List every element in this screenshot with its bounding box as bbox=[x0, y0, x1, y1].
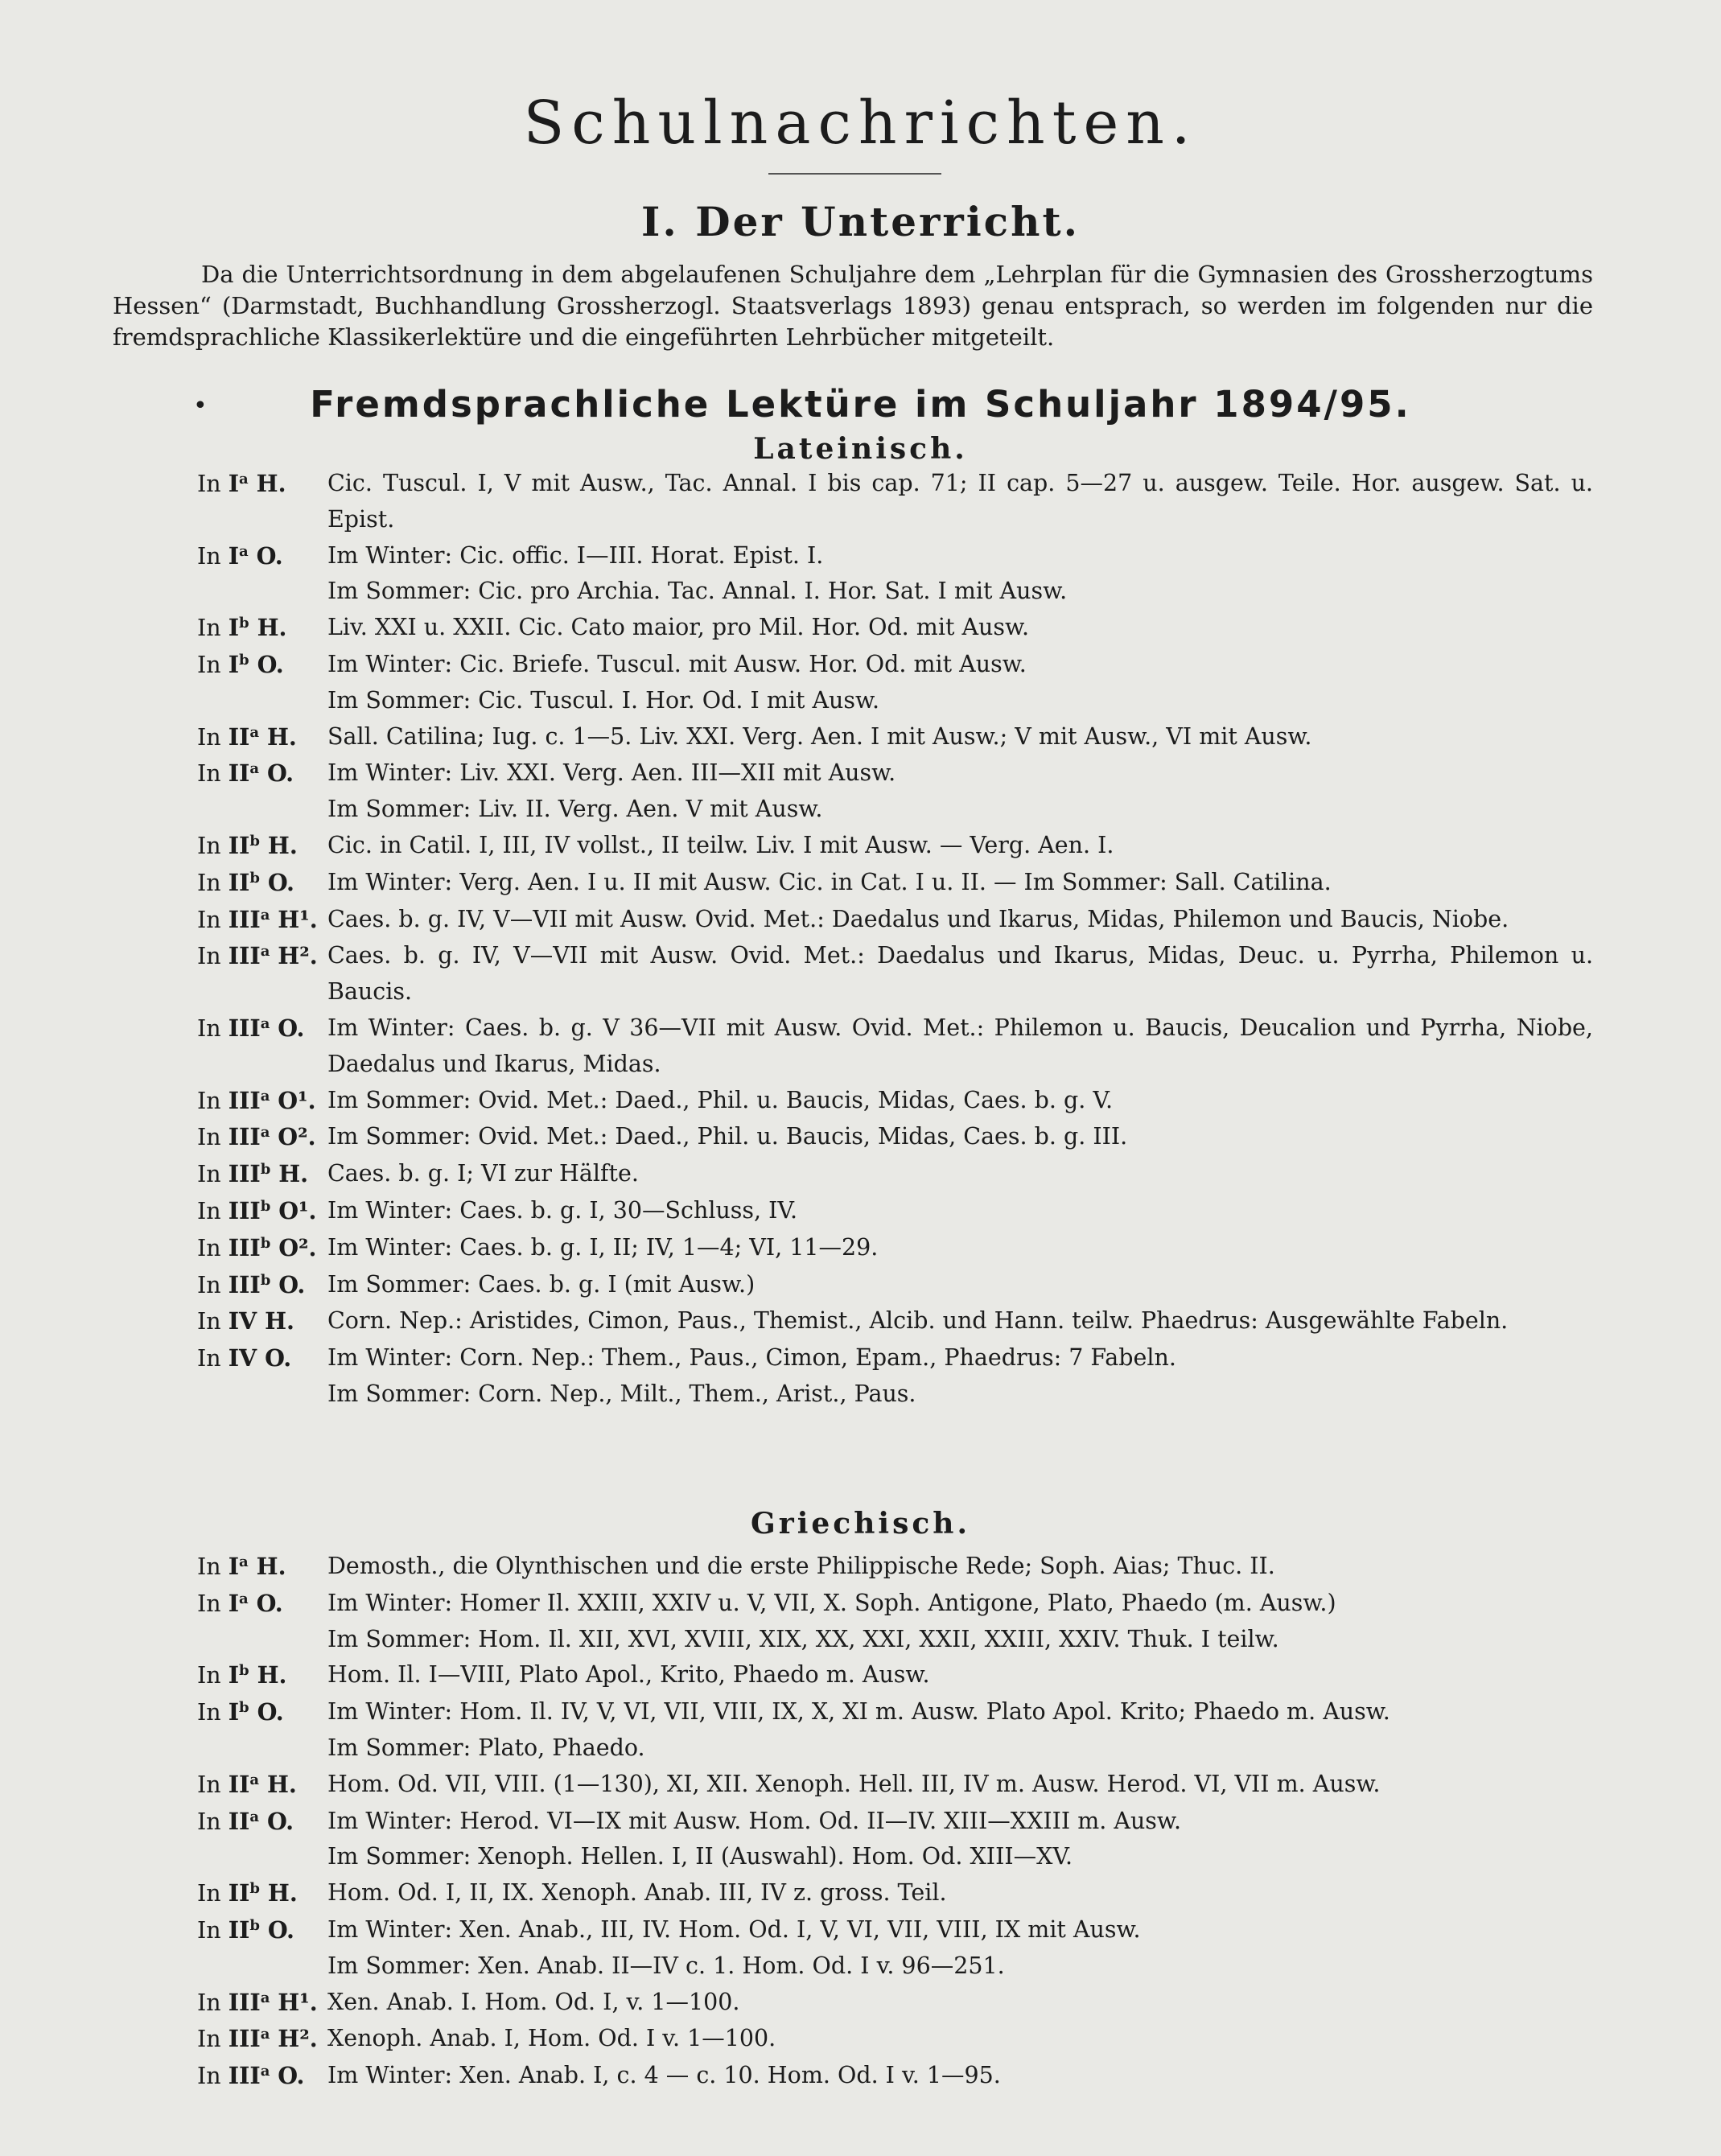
reading-text bbox=[327, 466, 1593, 538]
reading-entry bbox=[197, 1193, 1593, 1230]
class-name: III bbox=[228, 1014, 261, 1042]
class-prefix: In bbox=[197, 1590, 221, 1617]
reading-line: Caes. b. g. IV, V—VII mit Ausw. Ovid. Met.: Daedalus und Ikarus, Midas, Philemon und Baucis, Niobe. bbox=[327, 905, 1509, 932]
greek-entries bbox=[197, 1549, 1593, 2095]
class-prefix: In bbox=[197, 906, 221, 933]
class-prefix: In bbox=[197, 869, 221, 896]
reading-line: Im Winter: Hom. Il. IV, V, VI, VII, VIII, IX, X, XI m. Ausw. Plato Apol. Krito; Phaedo m. Ausw. bbox=[327, 1698, 1390, 1726]
class-label bbox=[197, 755, 327, 828]
reading-text bbox=[327, 1119, 1593, 1156]
class-name: III bbox=[228, 1123, 261, 1151]
class-label bbox=[197, 2021, 327, 2058]
class-label bbox=[197, 902, 327, 939]
reading-entry bbox=[197, 1985, 1593, 2022]
class-prefix: In bbox=[197, 1271, 221, 1298]
class-label bbox=[197, 1010, 327, 1083]
class-name: IV bbox=[228, 1344, 257, 1372]
language-heading-greek: Griechisch. bbox=[751, 1507, 970, 1541]
reading-text bbox=[327, 1193, 1593, 1230]
class-label bbox=[197, 828, 327, 865]
class-section-letter: b bbox=[260, 1234, 271, 1252]
reading-entry bbox=[197, 1657, 1593, 1694]
reading-text bbox=[327, 647, 1593, 719]
class-stream: O¹. bbox=[278, 1086, 316, 1114]
class-stream: H. bbox=[256, 1553, 286, 1580]
class-name: II bbox=[228, 868, 250, 896]
reading-entry bbox=[197, 647, 1593, 719]
reading-entry bbox=[197, 1340, 1593, 1413]
class-prefix: In bbox=[197, 1161, 221, 1188]
intro-paragraph bbox=[113, 259, 1593, 353]
reading-line: Im Winter: Xen. Anab. I, c. 4 — c. 10. Hom. Od. I v. 1—95. bbox=[327, 2062, 1001, 2089]
class-name: I bbox=[228, 1553, 240, 1580]
class-label bbox=[197, 1193, 327, 1230]
class-name: II bbox=[228, 722, 250, 751]
class-stream: H. bbox=[257, 1661, 287, 1689]
class-section-letter: a bbox=[260, 2063, 270, 2080]
class-section-letter: a bbox=[260, 1124, 270, 1142]
intro-text: Da die Unterrichtsordnung in dem abgelaufenen Schuljahre dem „Lehrplan für die Gymnasien des Grossherzogtums Hessen“ (Darmstadt, Buchhandlung Grossherzogl. Staatsverlags 1893) genau entsprach, so werden im folgenden nur die fremdsprachliche Klassikerlektüre und die eingeführten Lehrbücher mitgeteilt. bbox=[113, 261, 1593, 351]
class-stream: H. bbox=[266, 1770, 297, 1798]
reading-entry bbox=[197, 1912, 1593, 1985]
reading-line: Im Winter: Caes. b. g. I, II; IV, 1—4; VI, 11—29. bbox=[327, 1233, 879, 1261]
class-prefix: In bbox=[197, 2026, 221, 2053]
class-label bbox=[197, 1657, 327, 1694]
reading-line: Hom. Od. VII, VIII. (1—130), XI, XII. Xenoph. Hell. III, IV m. Ausw. Herod. VI, VII m. Ausw. bbox=[327, 1770, 1381, 1797]
class-prefix: In bbox=[197, 542, 221, 570]
class-name: III bbox=[228, 905, 261, 933]
reading-entry bbox=[197, 538, 1593, 611]
class-name: II bbox=[228, 759, 250, 788]
class-stream: H. bbox=[267, 831, 298, 859]
class-label bbox=[197, 1303, 327, 1340]
class-label bbox=[197, 1767, 327, 1804]
class-name: I bbox=[228, 541, 240, 570]
class-name: III bbox=[228, 1196, 261, 1224]
reading-text bbox=[327, 1156, 1593, 1193]
reading-text bbox=[327, 1083, 1593, 1120]
class-label bbox=[197, 938, 327, 1010]
latin-entries bbox=[197, 466, 1593, 1413]
class-prefix: In bbox=[197, 1916, 221, 1944]
reading-entry bbox=[197, 1586, 1593, 1658]
class-prefix: In bbox=[197, 943, 221, 970]
margin-dot: • bbox=[193, 392, 208, 420]
class-prefix: In bbox=[197, 832, 221, 859]
reading-line: Corn. Nep.: Aristides, Cimon, Paus., Themist., Alcib. und Hann. teilw. Phaedrus: Ausgewählte Fabeln. bbox=[327, 1307, 1509, 1335]
class-section-letter: b bbox=[249, 1916, 260, 1934]
reading-line: Im Winter: Corn. Nep.: Them., Paus., Cimon, Epam., Phaedrus: 7 Fabeln. bbox=[327, 1344, 1176, 1372]
class-name: III bbox=[228, 2062, 261, 2090]
class-section-letter: a bbox=[260, 1989, 270, 2006]
reading-entry bbox=[197, 1694, 1593, 1767]
class-section-letter: a bbox=[249, 1771, 260, 1788]
class-name: III bbox=[228, 942, 261, 970]
reading-text bbox=[327, 902, 1593, 939]
class-label bbox=[197, 719, 327, 756]
class-stream: H. bbox=[266, 722, 297, 751]
class-name: III bbox=[228, 1270, 261, 1298]
class-label bbox=[197, 538, 327, 611]
class-section-letter: b bbox=[239, 615, 249, 632]
reading-entry bbox=[197, 1549, 1593, 1586]
class-stream: O¹. bbox=[278, 1196, 317, 1224]
class-prefix: In bbox=[197, 1553, 221, 1580]
class-prefix: In bbox=[197, 615, 221, 642]
reading-entry bbox=[197, 938, 1593, 1010]
reading-line: Im Sommer: Cic. Tuscul. I. Hor. Od. I mit Ausw. bbox=[327, 686, 880, 714]
reading-text bbox=[327, 828, 1593, 865]
class-prefix: In bbox=[197, 1345, 221, 1372]
class-name: III bbox=[228, 1988, 261, 2016]
reading-entry bbox=[197, 1303, 1593, 1340]
reading-line: Hom. Od. I, II, IX. Xenoph. Anab. III, IV z. gross. Teil. bbox=[327, 1879, 947, 1907]
class-label bbox=[197, 1694, 327, 1767]
reading-line: Im Sommer: Corn. Nep., Milt., Them., Arist., Paus. bbox=[327, 1380, 916, 1407]
reading-line: Im Winter: Xen. Anab., III, IV. Hom. Od. I, V, VI, VII, VIII, IX mit Ausw. bbox=[327, 1915, 1141, 1943]
class-prefix: In bbox=[197, 2063, 221, 2090]
reading-entry bbox=[197, 1083, 1593, 1120]
reading-text bbox=[327, 755, 1593, 828]
reading-text bbox=[327, 2058, 1593, 2095]
class-stream: H¹. bbox=[278, 1988, 318, 2016]
class-label bbox=[197, 1119, 327, 1156]
reading-entry bbox=[197, 466, 1593, 538]
reading-line: Sall. Catilina; Iug. c. 1—5. Liv. XXI. Verg. Aen. I mit Ausw.; V mit Ausw., VI mit Ausw. bbox=[327, 722, 1312, 750]
class-name: I bbox=[228, 1661, 240, 1689]
reading-text bbox=[327, 1010, 1593, 1083]
class-prefix: In bbox=[197, 471, 221, 497]
reading-text bbox=[327, 1804, 1593, 1876]
reading-line: Im Sommer: Hom. Il. XII, XVI, XVIII, XIX, XX, XXI, XXII, XXIII, XXIV. Thuk. I teilw. bbox=[327, 1625, 1279, 1652]
class-label bbox=[197, 1586, 327, 1658]
class-label bbox=[197, 1912, 327, 1985]
reading-entry bbox=[197, 1119, 1593, 1156]
class-label bbox=[197, 610, 327, 647]
class-prefix: In bbox=[197, 1662, 221, 1689]
class-section-letter: b bbox=[249, 832, 260, 850]
class-section-letter: a bbox=[260, 2026, 270, 2043]
reading-entry bbox=[197, 610, 1593, 647]
class-label bbox=[197, 466, 327, 538]
class-prefix: In bbox=[197, 1014, 221, 1042]
reading-entry bbox=[197, 719, 1593, 756]
class-label bbox=[197, 1267, 327, 1304]
class-section-letter: a bbox=[260, 943, 270, 961]
reading-text bbox=[327, 1657, 1593, 1694]
reading-entry bbox=[197, 1010, 1593, 1083]
reading-text bbox=[327, 1549, 1593, 1586]
reading-line: Demosth., die Olynthischen und die erste Philippische Rede; Soph. Aias; Thuc. II. bbox=[327, 1553, 1275, 1579]
reading-line: Hom. Il. I—VIII, Plato Apol., Krito, Phaedo m. Ausw. bbox=[327, 1661, 930, 1689]
reading-text bbox=[327, 1586, 1593, 1658]
class-section-letter: b bbox=[239, 1699, 249, 1717]
reading-line: Im Sommer: Liv. II. Verg. Aen. V mit Ausw. bbox=[327, 796, 823, 823]
class-name: I bbox=[228, 1589, 240, 1617]
reading-line: Xenoph. Anab. I, Hom. Od. I v. 1—100. bbox=[327, 2025, 776, 2052]
class-name: II bbox=[228, 1770, 250, 1798]
class-name: I bbox=[228, 650, 240, 678]
class-stream: O. bbox=[257, 1698, 284, 1726]
class-stream: H¹. bbox=[278, 905, 318, 933]
class-section-letter: b bbox=[239, 1662, 249, 1680]
class-section-letter: b bbox=[249, 869, 260, 887]
reading-text bbox=[327, 2021, 1593, 2058]
reading-line: Im Winter: Homer Il. XXIII, XXIV u. V, VII, X. Soph. Antigone, Plato, Phaedo (m. Ausw.) bbox=[327, 1589, 1336, 1616]
reading-line: Cic. in Catil. I, III, IV vollst., II teilw. Liv. I mit Ausw. — Verg. Aen. I. bbox=[327, 831, 1114, 858]
reading-line: Cic. Tuscul. I, V mit Ausw., Tac. Annal. I bis cap. 71; II cap. 5—27 u. ausgew. Teile. Hor. ausgew. Sat. u. Epist. bbox=[327, 470, 1593, 533]
class-prefix: In bbox=[197, 1808, 221, 1835]
reading-text bbox=[327, 610, 1593, 647]
reading-line: Im Sommer: Ovid. Met.: Daed., Phil. u. Baucis, Midas, Caes. b. g. III. bbox=[327, 1123, 1128, 1150]
class-stream: O². bbox=[278, 1123, 316, 1151]
reading-text bbox=[327, 1267, 1593, 1304]
class-label bbox=[197, 2058, 327, 2095]
class-name: II bbox=[228, 1807, 250, 1835]
class-label bbox=[197, 1985, 327, 2022]
section-heading: I. Der Unterricht. bbox=[641, 198, 1080, 245]
class-name: II bbox=[228, 1915, 250, 1944]
reading-line: Im Sommer: Caes. b. g. I (mit Ausw.) bbox=[327, 1270, 756, 1298]
class-section-letter: b bbox=[239, 651, 249, 669]
class-stream: O. bbox=[257, 650, 284, 678]
class-name: III bbox=[228, 2025, 261, 2053]
class-prefix: In bbox=[197, 1087, 221, 1114]
class-name: II bbox=[228, 831, 250, 859]
reading-line: Im Winter: Herod. VI—IX mit Ausw. Hom. Od. II—IV. XIII—XXIII m. Ausw. bbox=[327, 1807, 1181, 1834]
class-prefix: In bbox=[197, 760, 221, 788]
class-label bbox=[197, 1230, 327, 1267]
class-prefix: In bbox=[197, 1197, 221, 1224]
class-label bbox=[197, 1804, 327, 1876]
class-section-letter: b bbox=[260, 1197, 271, 1215]
class-stream: O. bbox=[267, 868, 294, 896]
class-stream: H. bbox=[278, 1160, 309, 1188]
reading-entry bbox=[197, 1267, 1593, 1304]
class-section-letter: a bbox=[239, 471, 249, 488]
class-section-letter: a bbox=[239, 1590, 249, 1607]
class-stream: O. bbox=[278, 1270, 306, 1298]
class-section-letter: a bbox=[239, 1553, 249, 1570]
class-label bbox=[197, 1875, 327, 1912]
class-name: IV bbox=[228, 1307, 257, 1335]
class-name: III bbox=[228, 1160, 261, 1188]
class-section-letter: a bbox=[260, 1014, 270, 1032]
class-prefix: In bbox=[197, 651, 221, 678]
class-name: III bbox=[228, 1086, 261, 1114]
class-prefix: In bbox=[197, 1234, 221, 1261]
reading-line: Caes. b. g. IV, V—VII mit Ausw. Ovid. Met.: Daedalus und Ikarus, Midas, Deuc. u. Pyrrha, Philemon u. Baucis. bbox=[327, 942, 1593, 1006]
reading-line: Im Sommer: Ovid. Met.: Daed., Phil. u. Baucis, Midas, Caes. b. g. V. bbox=[327, 1086, 1114, 1113]
class-section-letter: b bbox=[249, 1880, 260, 1898]
reading-line: Im Winter: Liv. XXI. Verg. Aen. III—XII mit Ausw. bbox=[327, 759, 896, 787]
reading-line: Im Winter: Cic. Briefe. Tuscul. mit Ausw. Hor. Od. mit Ausw. bbox=[327, 650, 1027, 677]
reading-line: Im Winter: Cic. offic. I—III. Horat. Epist. I. bbox=[327, 541, 824, 569]
class-prefix: In bbox=[197, 723, 221, 751]
reading-entry bbox=[197, 1767, 1593, 1804]
class-stream: O. bbox=[266, 759, 294, 788]
class-section-letter: a bbox=[239, 542, 249, 560]
class-section-letter: b bbox=[260, 1161, 271, 1179]
class-stream: H. bbox=[265, 1307, 294, 1335]
reading-line: Im Sommer: Xen. Anab. II—IV c. 1. Hom. Od. I v. 96—251. bbox=[327, 1952, 1005, 1979]
reading-text bbox=[327, 938, 1593, 1010]
subheading: Fremdsprachliche Lektüre im Schuljahr 1894/95. bbox=[310, 383, 1411, 426]
class-section-letter: a bbox=[260, 1087, 270, 1105]
class-prefix: In bbox=[197, 1308, 221, 1335]
reading-entry bbox=[197, 902, 1593, 939]
class-prefix: In bbox=[197, 1880, 221, 1907]
class-name: III bbox=[228, 1233, 261, 1261]
reading-line: Im Sommer: Plato, Phaedo. bbox=[327, 1734, 645, 1761]
class-section-letter: a bbox=[260, 906, 270, 924]
class-label bbox=[197, 1083, 327, 1120]
title-divider bbox=[768, 173, 941, 175]
reading-line: Im Winter: Caes. b. g. V 36—VII mit Ausw. Ovid. Met.: Philemon u. Baucis, Deucalion und Pyrrha, Niobe, Daedalus und Ikarus, Midas. bbox=[327, 1014, 1593, 1077]
class-stream: O. bbox=[256, 1589, 283, 1617]
reading-entry bbox=[197, 755, 1593, 828]
class-stream: O. bbox=[278, 1014, 305, 1042]
class-stream: O. bbox=[256, 541, 283, 570]
reading-entry bbox=[197, 865, 1593, 902]
reading-line: Im Winter: Verg. Aen. I u. II mit Ausw. Cic. in Cat. I u. II. — Im Sommer: Sall. Catilina. bbox=[327, 868, 1332, 895]
class-stream: H². bbox=[278, 2025, 318, 2053]
reading-entry bbox=[197, 1804, 1593, 1876]
reading-entry bbox=[197, 2021, 1593, 2058]
reading-text bbox=[327, 1875, 1593, 1912]
class-label bbox=[197, 1340, 327, 1413]
class-stream: H. bbox=[267, 1879, 298, 1907]
reading-entry bbox=[197, 828, 1593, 865]
reading-text bbox=[327, 1340, 1593, 1413]
class-prefix: In bbox=[197, 1699, 221, 1726]
class-stream: O². bbox=[278, 1233, 317, 1261]
class-stream: O. bbox=[266, 1807, 294, 1835]
class-label bbox=[197, 865, 327, 902]
reading-text bbox=[327, 1767, 1593, 1804]
class-label bbox=[197, 647, 327, 719]
class-stream: O. bbox=[267, 1915, 294, 1944]
reading-text bbox=[327, 1985, 1593, 2022]
class-label bbox=[197, 1549, 327, 1586]
class-prefix: In bbox=[197, 1771, 221, 1798]
class-stream: O. bbox=[265, 1344, 292, 1372]
class-section-letter: a bbox=[249, 760, 260, 778]
class-stream: O. bbox=[278, 2062, 305, 2090]
class-prefix: In bbox=[197, 1989, 221, 2016]
reading-entry bbox=[197, 1230, 1593, 1267]
reading-text bbox=[327, 865, 1593, 902]
reading-line: Liv. XXI u. XXII. Cic. Cato maior, pro Mil. Hor. Od. mit Ausw. bbox=[327, 614, 1030, 641]
reading-line: Im Sommer: Cic. pro Archia. Tac. Annal. I. Hor. Sat. I mit Ausw. bbox=[327, 578, 1068, 605]
reading-text bbox=[327, 719, 1593, 756]
class-section-letter: b bbox=[260, 1271, 271, 1289]
reading-entry bbox=[197, 2058, 1593, 2095]
page-title: Schulnachrichten. bbox=[523, 88, 1198, 158]
reading-text bbox=[327, 1912, 1593, 1985]
reading-line: Caes. b. g. I; VI zur Hälfte. bbox=[327, 1160, 639, 1187]
class-name: I bbox=[228, 1698, 240, 1726]
reading-line: Im Sommer: Xenoph. Hellen. I, II (Auswahl). Hom. Od. XIII—XV. bbox=[327, 1843, 1073, 1870]
reading-text bbox=[327, 538, 1593, 611]
class-prefix: In bbox=[197, 1124, 221, 1151]
class-stream: H. bbox=[256, 470, 286, 497]
class-stream: H². bbox=[278, 942, 318, 970]
reading-line: Xen. Anab. I. Hom. Od. I, v. 1—100. bbox=[327, 1988, 740, 2015]
reading-entry bbox=[197, 1875, 1593, 1912]
class-name: I bbox=[228, 614, 240, 642]
reading-text bbox=[327, 1694, 1593, 1767]
reading-text bbox=[327, 1230, 1593, 1267]
class-name: II bbox=[228, 1879, 250, 1907]
language-heading-latin: Lateinisch. bbox=[753, 432, 968, 466]
class-stream: H. bbox=[257, 614, 287, 642]
class-label bbox=[197, 1156, 327, 1193]
reading-line: Im Winter: Caes. b. g. I, 30—Schluss, IV. bbox=[327, 1196, 798, 1224]
reading-text bbox=[327, 1303, 1593, 1340]
class-section-letter: a bbox=[249, 723, 260, 741]
class-section-letter: a bbox=[249, 1808, 260, 1825]
reading-entry bbox=[197, 1156, 1593, 1193]
class-name: I bbox=[228, 470, 240, 497]
